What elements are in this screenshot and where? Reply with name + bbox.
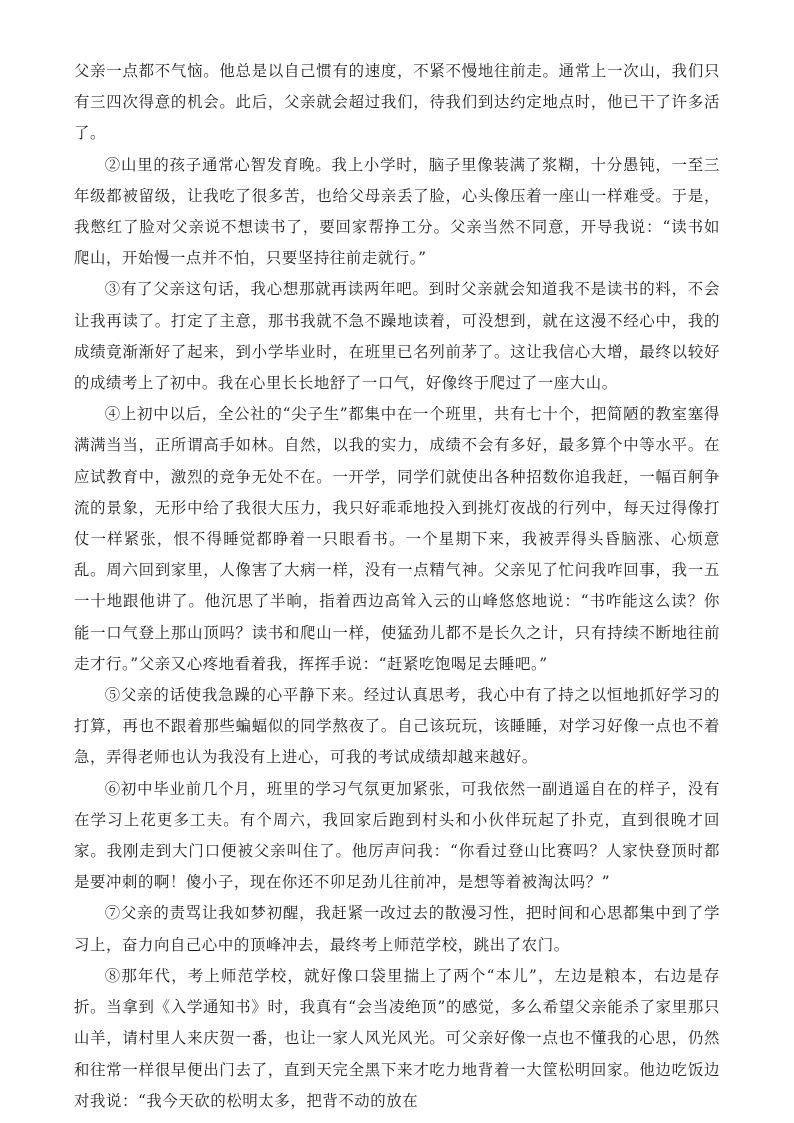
paragraph-2: ②山里的孩子通常心智发育晚。我上小学时，脑子里像装满了浆糊，十分愚钝，一至三年级都被留级，让我吃了很多苦，也给父母亲丢了脸，心头像压着一座山一样难受。于是，我憋红了脸对父亲说不想读书了，要回家帮挣工分。父亲当然不同意，开导我说：“读书如爬山，开始慢一点并不怕，只要坚持往前走就行。”: [74, 155, 720, 268]
paragraph-7: ⑦父亲的责骂让我如梦初醒，我赶紧一改过去的散漫习性，把时间和心思都集中到了学习上，奋力向自己心中的顶峰冲去，最终考上师范学校，跳出了农门。: [74, 904, 720, 954]
document-page: [74, 56, 720, 1117]
paragraph-8: ⑧那年代，考上师范学校，就好像口袋里揣上了两个“本儿”，左边是粮本，右边是存折。当拿到《入学通知书》时，我真有“会当凌绝顶”的感觉，多么希望父亲能杀了家里那只山羊，请村里人来庆贺一番，也让一家人风光风光。可父亲好像一点也不懂我的心思，仍然和往常一样很早便出门去了，直到天完全黑下来才吃力地背着一大筐松明回家。他边吃饭边对我说：“我今天砍的松明太多，把背不动的放在: [74, 966, 720, 1110]
paragraph-continuation: 父亲一点都不气恼。他总是以自己惯有的速度，不紧不慢地往前走。通常上一次山，我们只有三四次得意的机会。此后，父亲就会超过我们，待我们到达约定地点时，他已干了许多活了。: [74, 62, 720, 143]
paragraph-3: ③有了父亲这句话，我心想那就再读两年吧。到时父亲就会知道我不是读书的料，不会让我再读了。打定了主意，那书我就不急不躁地读着，可没想到，就在这漫不经心中，我的成绩竟渐渐好了起来，到小学毕业时，在班里已名列前茅了。这让我信心大增，最终以较好的成绩考上了初中。我在心里长长地舒了一口气，好像终于爬过了一座大山。: [74, 280, 720, 393]
paragraph-4: ④上初中以后，全公社的“尖子生”都集中在一个班里，共有七十个，把简陋的教室塞得满满当当，正所谓高手如林。自然，以我的实力，成绩不会有多好，最多算个中等水平。在应试教育中，激烈的竞争无处不在。一开学，同学们就使出各种招数你追我赶，一幅百舸争流的景象，无形中给了我很大压力，我只好乖乖地投入到挑灯夜战的行列中，每天过得像打仗一样紧张，恨不得睡觉都睁着一只眼看书。一个星期下来，我被弄得头昏脑涨、心烦意乱。周六回到家里，人像害了大病一样，没有一点精气神。父亲见了忙问我咋回事，我一五一十地跟他讲了。他沉思了半晌，指着西边高耸入云的山峰悠悠地说：“书咋能这么读？你能一口气登上那山顶吗？读书和爬山一样，使猛劲儿都不是长久之计，只有持续不断地往前走才行。”父亲又心疼地看着我，挥挥手说：“赶紧吃饱喝足去睡吧。”: [74, 405, 720, 673]
paragraph-5: ⑤父亲的话使我急躁的心平静下来。经过认真思考，我心中有了持之以恒地抓好学习的打算，再也不跟着那些蝙蝠似的同学熬夜了。自己该玩玩，该睡睡，对学习好像一点也不着急，弄得老师也认为我没有上进心，可我的考试成绩却越来越好。: [74, 686, 720, 767]
paragraph-6: ⑥初中毕业前几个月，班里的学习气氛更加紧张，可我依然一副逍遥自在的样子，没有在学习上花更多工夫。有个周六，我回家后跑到村头和小伙伴玩起了扑克，直到很晚才回家。我刚走到大门口便被父亲叫住了。他厉声问我：“你看过登山比赛吗？人家快登顶时都是要冲刺的啊！傻小子，现在你还不卯足劲儿往前冲，是想等着被淘汰吗？”: [74, 779, 720, 892]
